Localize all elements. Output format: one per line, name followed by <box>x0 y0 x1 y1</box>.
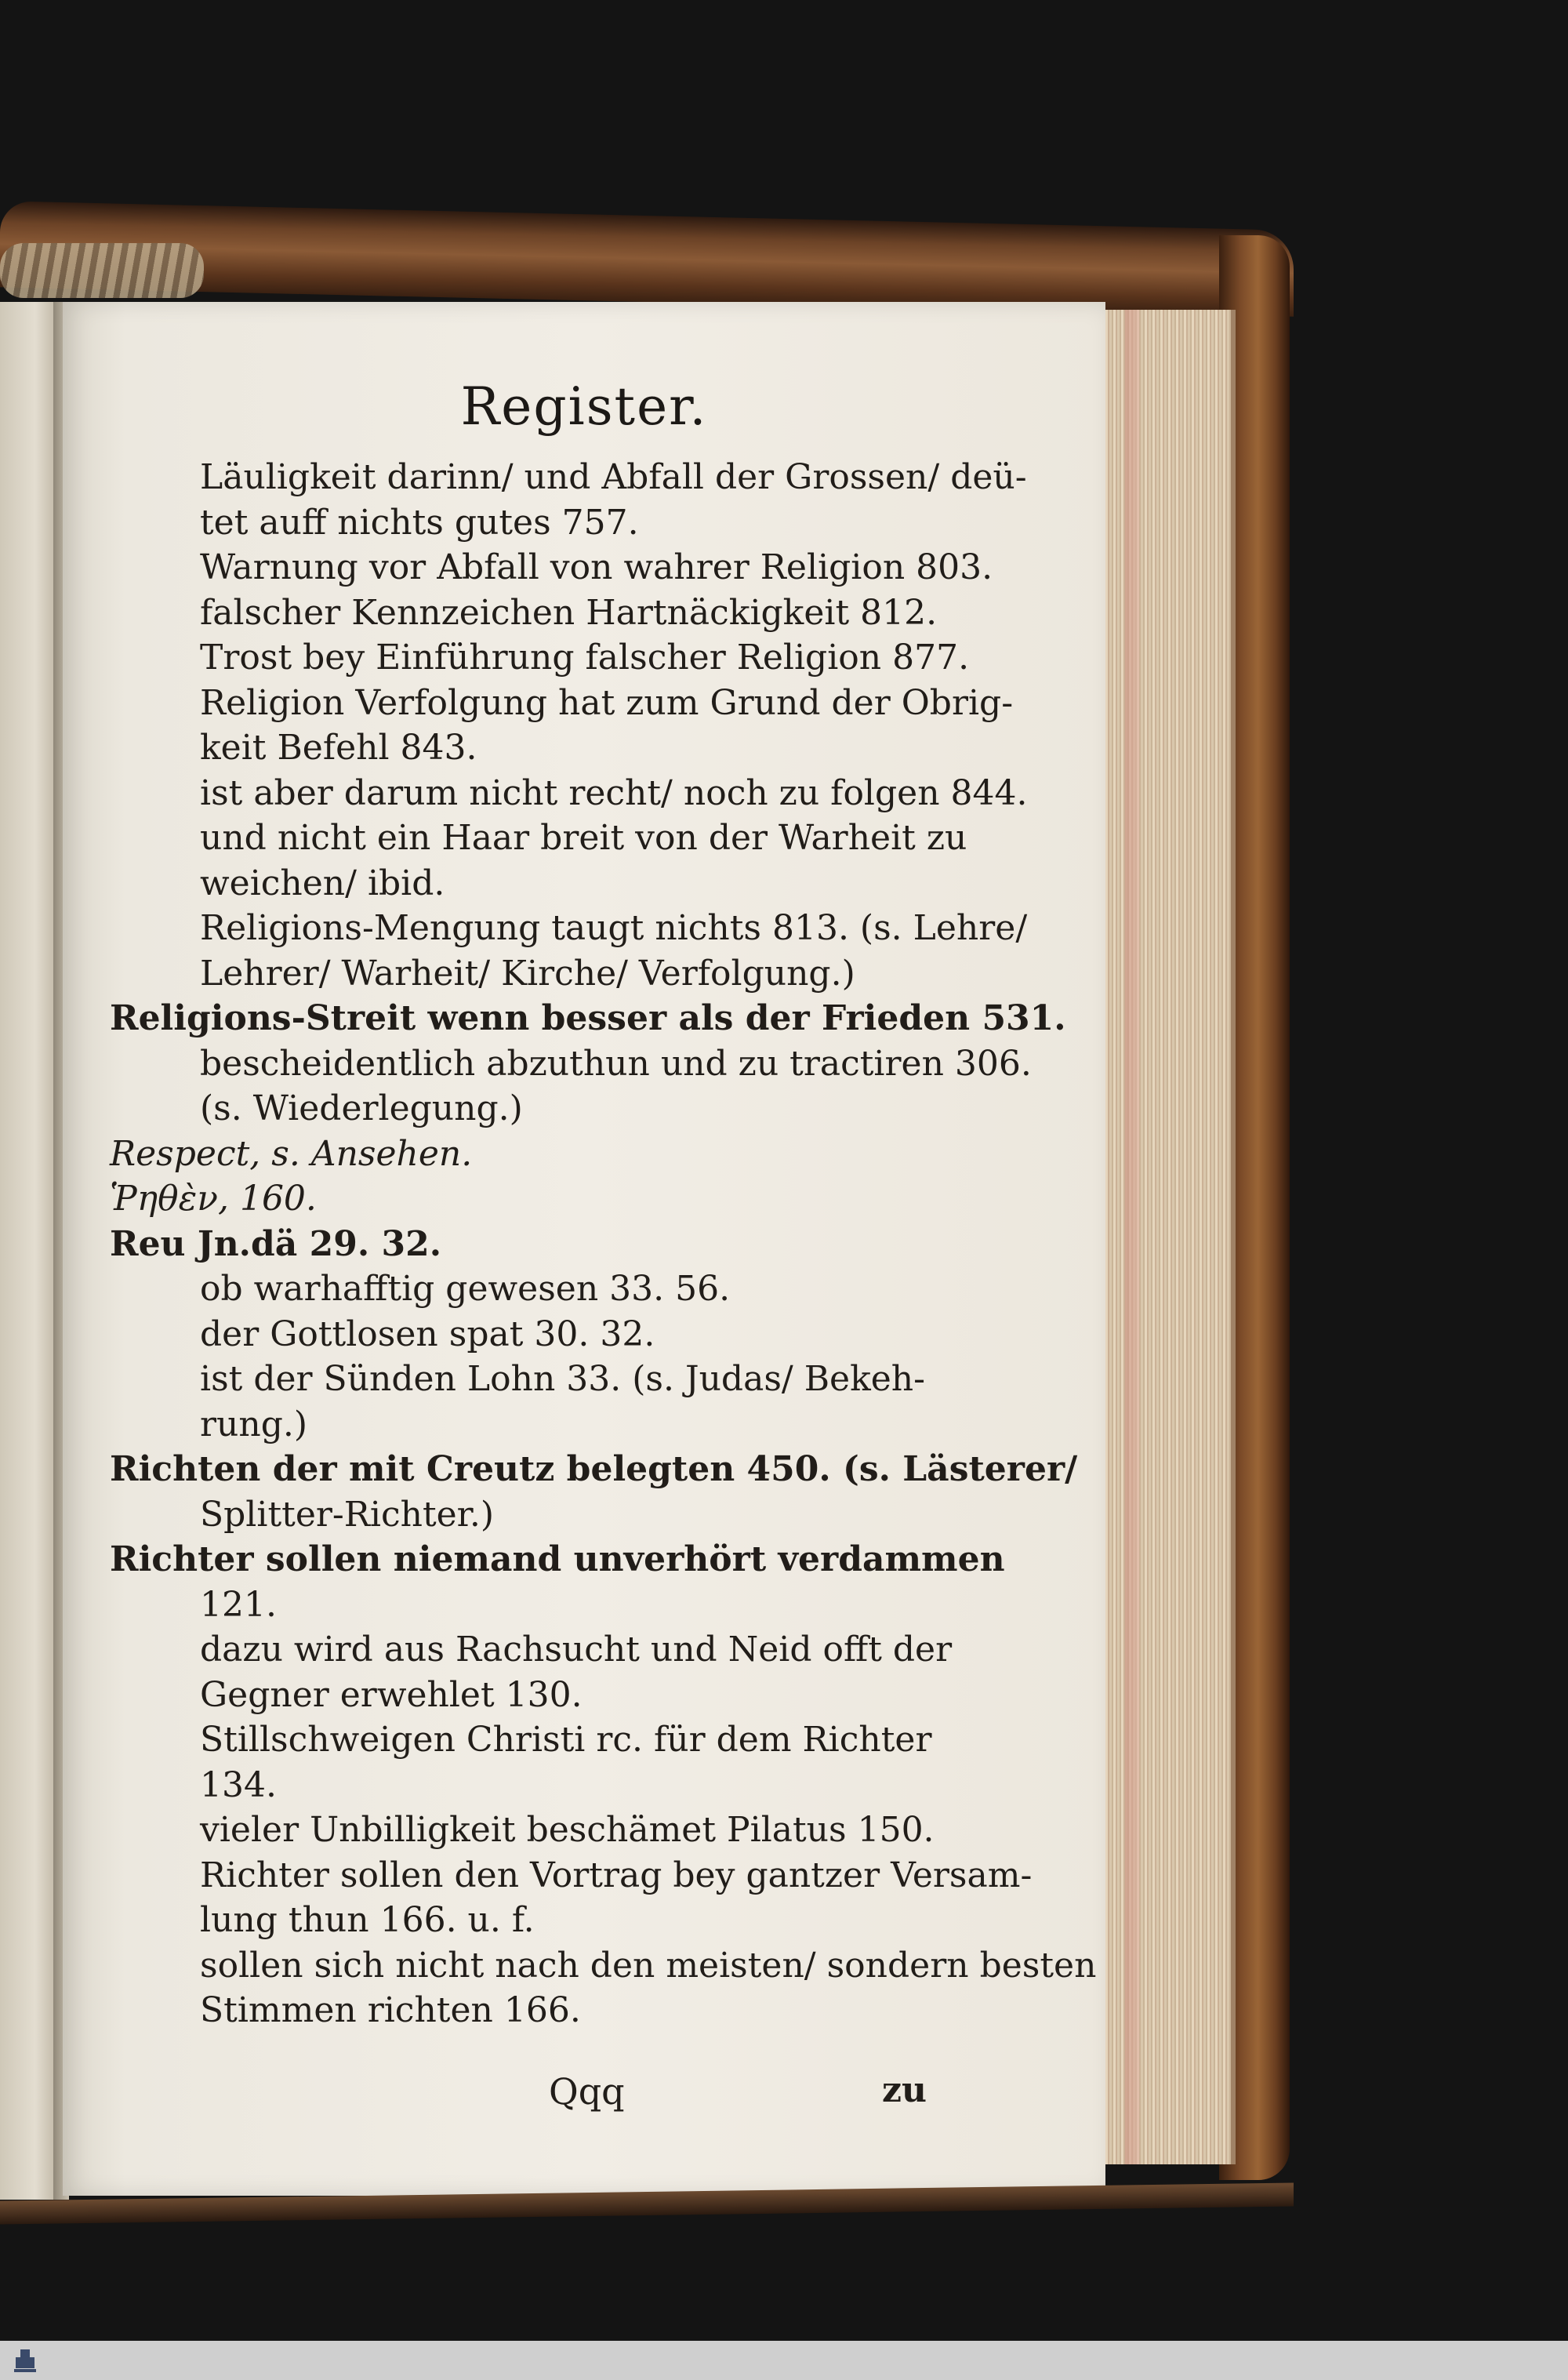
running-head: Register. <box>460 376 708 437</box>
viewer-footer-bar <box>0 2341 1568 2380</box>
register-entry-line: sollen sich nicht nach den meisten/ sondern besten <box>200 1945 1097 1986</box>
red-page-edge <box>1125 310 1139 2164</box>
register-entry-line: Warnung vor Abfall von wahrer Religion 803. <box>200 547 993 587</box>
register-entry-line: falscher Kennzeichen Hartnäckigkeit 812. <box>200 592 938 633</box>
register-heading-line: Religions-Streit wenn besser als der Frieden 531. <box>110 998 1066 1038</box>
register-heading-line: Ῥηθὲν, 160. <box>110 1179 317 1219</box>
register-entry-line: ist der Sünden Lohn 33. (s. Judas/ Bekeh- <box>200 1359 925 1399</box>
register-entry-line: weichen/ ibid. <box>200 863 445 903</box>
register-entry-line: ist aber darum nicht recht/ noch zu folgen 844. <box>200 772 1028 813</box>
register-entry-line: keit Befehl 843. <box>200 728 477 768</box>
register-entry-line: Stimmen richten 166. <box>200 1990 581 2030</box>
register-entry-line: Trost bey Einführung falscher Religion 877. <box>200 638 970 678</box>
register-entry-line: 134. <box>200 1764 277 1805</box>
book-headband <box>0 243 204 298</box>
register-heading-line: Respect, s. Ansehen. <box>110 1133 473 1174</box>
register-entry-line: Stillschweigen Christi rc. für dem Richter <box>200 1720 932 1760</box>
register-entry-line: Gegner erwehlet 130. <box>200 1674 583 1715</box>
register-text-block <box>110 455 1097 2033</box>
register-entry-line: und nicht ein Haar breit von der Warheit zu <box>200 818 967 858</box>
library-logo-icon <box>9 2345 41 2376</box>
register-entry-line: bescheidentlich abzuthun und zu tractiren 306. <box>200 1043 1032 1084</box>
register-entry-line: tet auff nichts gutes 757. <box>200 502 639 543</box>
register-heading-line: Reu Jn.dä 29. 32. <box>110 1223 442 1264</box>
catchword: zu <box>882 2070 927 2110</box>
register-entry-line: Richter sollen den Vortrag bey gantzer Versam- <box>200 1855 1033 1895</box>
register-entry-line: rung.) <box>200 1404 308 1444</box>
register-entry-line: Lehrer/ Warheit/ Kirche/ Verfolgung.) <box>200 953 855 994</box>
register-entry-line: ob warhafftig gewesen 33. 56. <box>200 1269 731 1309</box>
register-entry-line: der Gottlosen spat 30. 32. <box>200 1314 655 1354</box>
signature-mark: Qqq <box>549 2070 625 2113</box>
register-entry-line: vieler Unbilligkeit beschämet Pilatus 150. <box>200 1810 935 1850</box>
register-entry-line: lung thun 166. u. f. <box>200 1900 535 1940</box>
register-entry-line: 121. <box>200 1584 277 1625</box>
register-entry-line: dazu wird aus Rachsucht und Neid offt der <box>200 1630 953 1670</box>
register-entry-line: Läuligkeit darinn/ und Abfall der Grossen/ deü- <box>200 457 1027 497</box>
register-entry-line: Religion Verfolgung hat zum Grund der Obrig- <box>200 682 1014 723</box>
register-entry-line: Religions-Mengung taugt nichts 813. (s. Lehre/ <box>200 908 1028 948</box>
page-block-edge <box>1102 310 1236 2164</box>
left-page-fragment <box>0 302 59 2200</box>
register-entry-line: (s. Wiederlegung.) <box>200 1088 523 1128</box>
register-heading-line: Richten der mit Creutz belegten 450. (s. Lästerer/ <box>110 1449 1078 1489</box>
register-heading-line: Richter sollen niemand unverhört verdammen <box>110 1539 1005 1579</box>
register-entry-line: Splitter-Richter.) <box>200 1494 495 1535</box>
